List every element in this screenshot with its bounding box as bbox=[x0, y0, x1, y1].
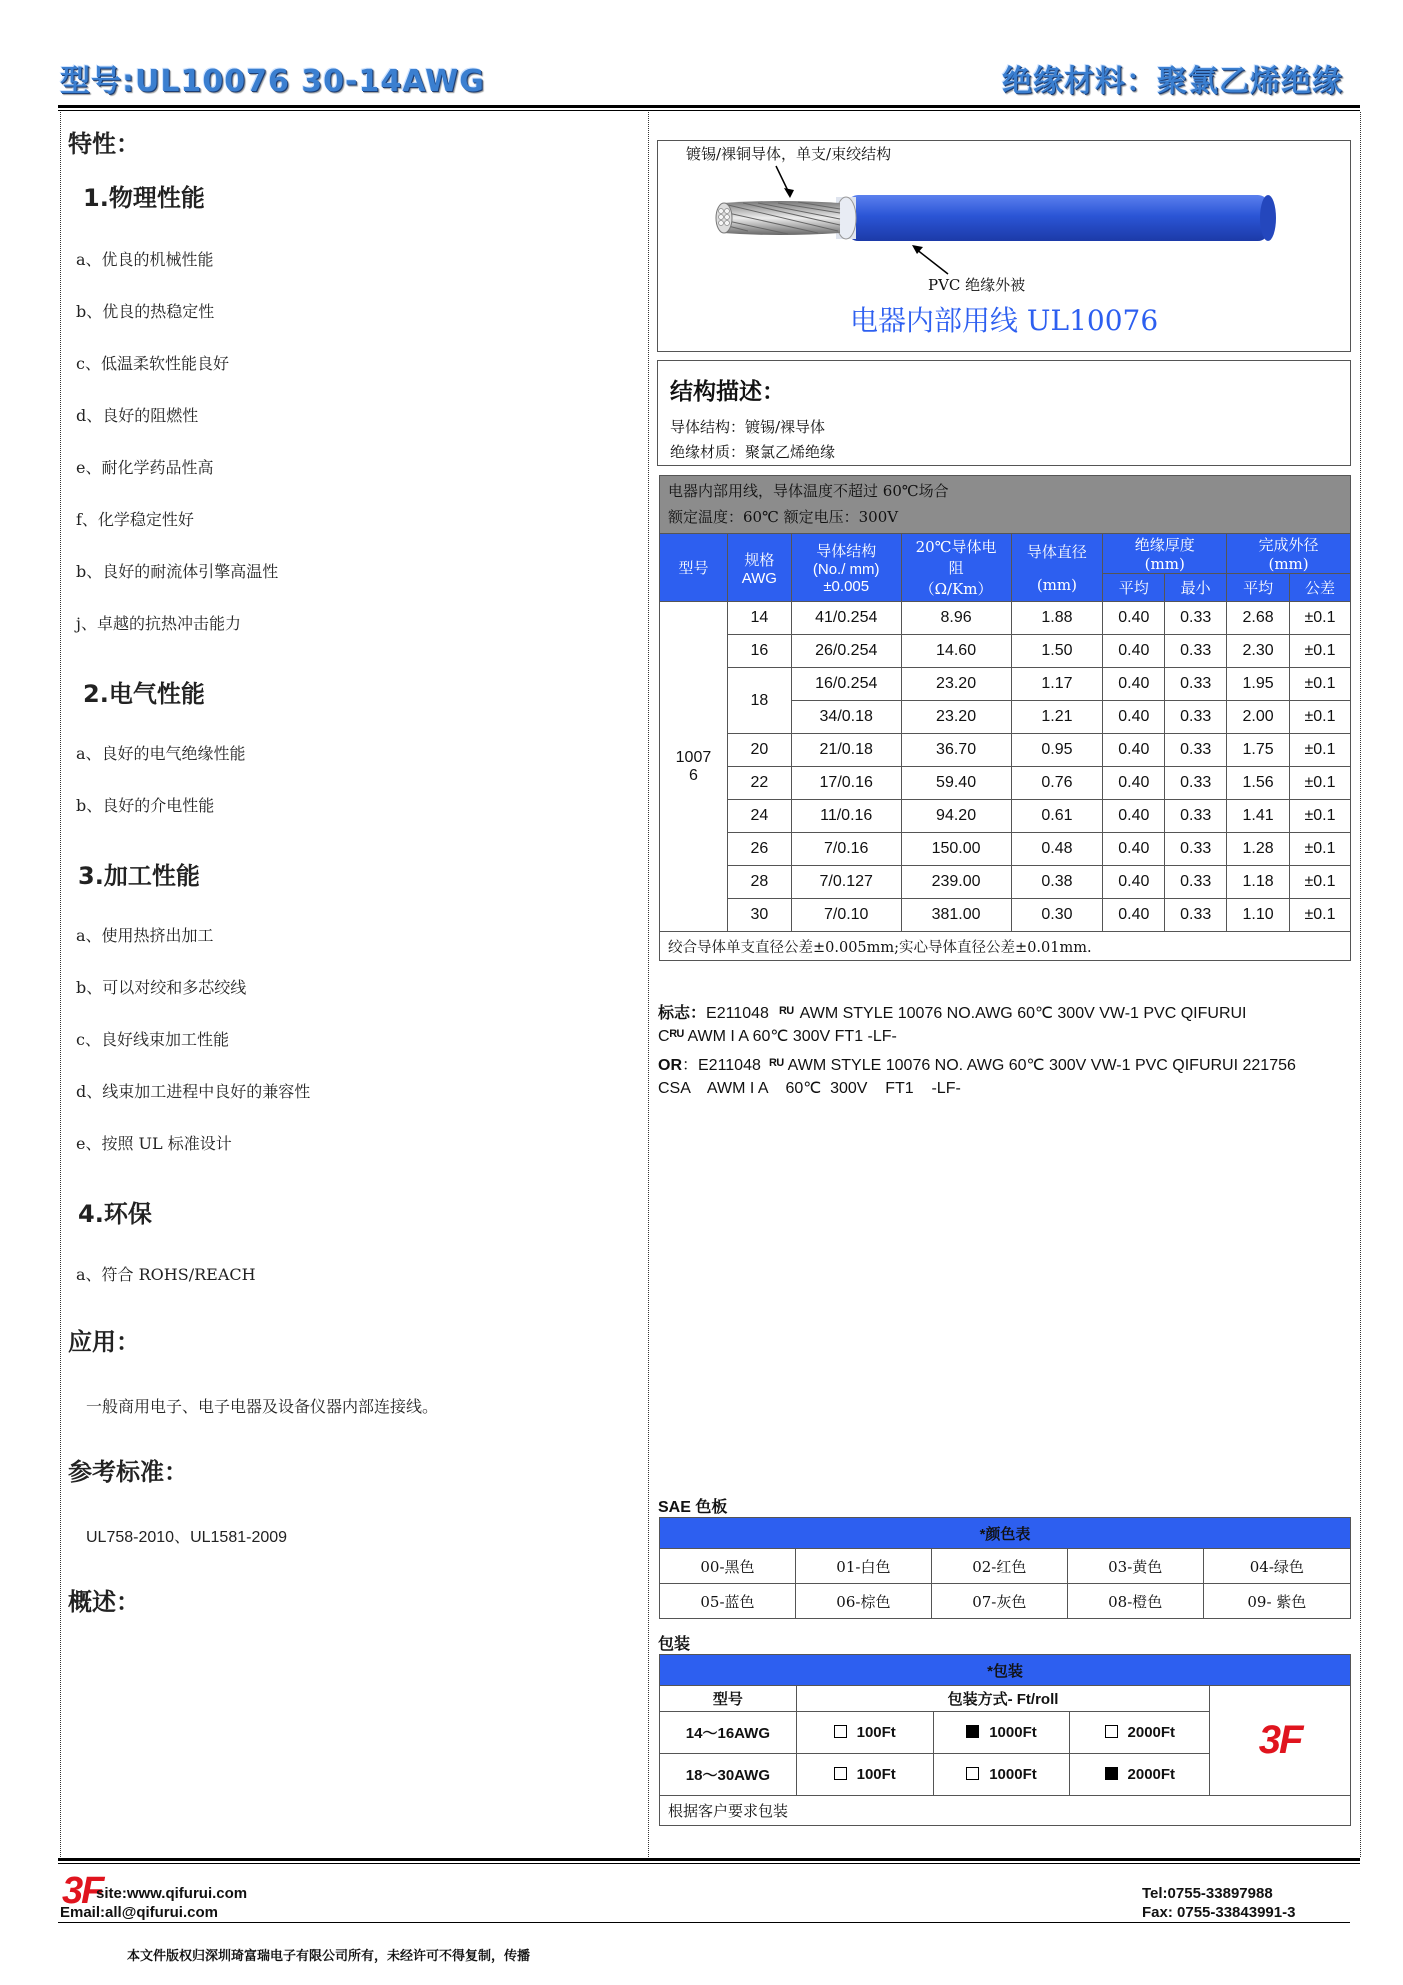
header-res-b: 阻 bbox=[948, 559, 964, 577]
spec-note-box bbox=[659, 475, 1351, 535]
cell-strand: 7/0.10 bbox=[791, 899, 901, 932]
packaging-option[interactable] bbox=[1070, 1712, 1210, 1754]
footer-bottom-rule bbox=[58, 1922, 1350, 1923]
packaging-option[interactable] bbox=[933, 1712, 1070, 1754]
cell-dia: 0.76 bbox=[1011, 767, 1103, 800]
cell-ins-avg: 0.40 bbox=[1103, 899, 1165, 932]
frame-right bbox=[1360, 112, 1361, 1857]
option-label: 2000Ft bbox=[1127, 1724, 1176, 1741]
table-row bbox=[660, 635, 1351, 668]
cell-strand: 26/0.254 bbox=[791, 635, 901, 668]
ul-mark-icon: ᴿᵁ bbox=[779, 1005, 794, 1022]
cell-tol: ±0.1 bbox=[1290, 635, 1351, 668]
header-od-title: 完成外径 bbox=[1258, 536, 1319, 554]
structure-insulation: 绝缘材质：聚氯乙烯绝缘 bbox=[670, 443, 836, 461]
table-row bbox=[660, 833, 1351, 866]
physical-item: f、化学稳定性好 bbox=[76, 510, 194, 529]
footer-logo: 3F bbox=[62, 1870, 103, 1912]
material-title: 绝缘材料：聚氯乙烯绝缘 bbox=[1002, 64, 1343, 99]
structure-title: 结构描述： bbox=[670, 379, 785, 405]
marking-label: 标志： bbox=[658, 1005, 707, 1022]
model-b: 6 bbox=[688, 766, 698, 784]
structure-conductor: 导体结构：镀锡/裸导体 bbox=[670, 418, 826, 436]
cell-awg: 16 bbox=[727, 635, 791, 668]
marking-line-2 bbox=[658, 1026, 897, 1046]
cell-awg: 24 bbox=[727, 800, 791, 833]
color-cell: 04-绿色 bbox=[1203, 1549, 1350, 1584]
color-cell: 05-蓝色 bbox=[660, 1584, 796, 1619]
marking-e-number-2: ：E211048 bbox=[682, 1057, 761, 1074]
features-title: 特性： bbox=[68, 130, 140, 158]
footer-copyright: 本文件版权归深圳琦富瑞电子有限公司所有，未经许可不得复制，传播 bbox=[127, 1949, 531, 1964]
processing-item: e、按照 UL 标准设计 bbox=[76, 1134, 232, 1153]
color-table-title: *颜色表 bbox=[660, 1518, 1351, 1549]
color-cell: 08-橙色 bbox=[1067, 1584, 1203, 1619]
cell-tol: ±0.1 bbox=[1290, 602, 1351, 635]
figure-caption: 电器内部用线 UL10076 bbox=[850, 304, 1159, 337]
packaging-option[interactable] bbox=[933, 1754, 1070, 1796]
processing-item: d、线束加工进程中良好的兼容性 bbox=[76, 1082, 311, 1101]
footer-tel: Tel:0755-33897988 bbox=[1142, 1885, 1273, 1902]
cell-awg: 30 bbox=[727, 899, 791, 932]
cell-od: 1.41 bbox=[1227, 800, 1290, 833]
cell-od: 2.00 bbox=[1227, 701, 1290, 734]
application-title: 应用： bbox=[68, 1328, 140, 1356]
checkbox-icon[interactable] bbox=[834, 1767, 847, 1780]
cell-dia: 0.48 bbox=[1011, 833, 1103, 866]
cell-od: 2.30 bbox=[1227, 635, 1290, 668]
header-od-unit: (mm) bbox=[1268, 555, 1309, 573]
cell-dia: 0.38 bbox=[1011, 866, 1103, 899]
cell-res: 14.60 bbox=[901, 635, 1011, 668]
color-cell: 03-黄色 bbox=[1067, 1549, 1203, 1584]
cell-res: 36.70 bbox=[901, 734, 1011, 767]
processing-item: c、良好线束加工性能 bbox=[76, 1030, 229, 1049]
option-label: 100Ft bbox=[856, 1766, 896, 1783]
cell-ins-min: 0.33 bbox=[1165, 800, 1227, 833]
cell-dia: 1.88 bbox=[1011, 602, 1103, 635]
cell-awg: 14 bbox=[727, 602, 791, 635]
standard-title: 参考标准： bbox=[68, 1458, 188, 1486]
cell-ins-avg: 0.40 bbox=[1103, 866, 1165, 899]
marking-line-1 bbox=[658, 1000, 1247, 1023]
physical-item: c、低温柔软性能良好 bbox=[76, 354, 229, 373]
marking-e-number: E211048 bbox=[706, 1005, 769, 1022]
option-label: 100Ft bbox=[856, 1724, 896, 1741]
cell-ins-min: 0.33 bbox=[1165, 602, 1227, 635]
cell-res: 23.20 bbox=[901, 668, 1011, 701]
cell-res: 150.00 bbox=[901, 833, 1011, 866]
cell-tol: ±0.1 bbox=[1290, 899, 1351, 932]
model-cell bbox=[660, 602, 728, 932]
footer-website[interactable]: site:www.qifurui.com bbox=[96, 1885, 248, 1902]
color-cell: 06-棕色 bbox=[795, 1584, 931, 1619]
cell-ins-avg: 0.40 bbox=[1103, 800, 1165, 833]
cell-dia: 0.61 bbox=[1011, 800, 1103, 833]
cell-dia: 1.50 bbox=[1011, 635, 1103, 668]
processing-item: a、使用热挤出加工 bbox=[76, 926, 214, 945]
table-row bbox=[660, 668, 1351, 701]
marking-text-1: AWM STYLE 10076 NO.AWG 60℃ 300V VW-1 PVC QIFURUI bbox=[799, 1005, 1247, 1022]
cell-ins-min: 0.33 bbox=[1165, 668, 1227, 701]
packaging-table bbox=[659, 1654, 1351, 1826]
physical-item: a、优良的机械性能 bbox=[76, 250, 214, 269]
footer-fax: Fax: 0755-33843991-3 bbox=[1142, 1904, 1296, 1921]
cell-ins-avg: 0.40 bbox=[1103, 668, 1165, 701]
header-insulation bbox=[1103, 534, 1227, 574]
cell-od: 1.95 bbox=[1227, 668, 1290, 701]
physical-item: d、良好的阻燃性 bbox=[76, 406, 199, 425]
table-row bbox=[660, 734, 1351, 767]
header-strand bbox=[791, 534, 901, 602]
wire-figure-box bbox=[657, 140, 1351, 352]
header-res-a: 20℃导体电 bbox=[915, 538, 997, 556]
cell-awg: 26 bbox=[727, 833, 791, 866]
header-od-avg: 平均 bbox=[1227, 574, 1290, 602]
header-strand-tol: ±0.005 bbox=[823, 578, 870, 595]
cell-res: 59.40 bbox=[901, 767, 1011, 800]
cell-tol: ±0.1 bbox=[1290, 668, 1351, 701]
cell-od: 1.10 bbox=[1227, 899, 1290, 932]
cell-strand: 7/0.16 bbox=[791, 833, 901, 866]
header-diameter bbox=[1011, 534, 1103, 602]
header-od-tol: 公差 bbox=[1290, 574, 1351, 602]
cell-strand: 21/0.18 bbox=[791, 734, 901, 767]
conductor-label: 镀锡/裸铜导体，单支/束绞结构 bbox=[686, 145, 892, 163]
header-ins-avg: 平均 bbox=[1103, 574, 1165, 602]
checkbox-checked-icon[interactable] bbox=[966, 1725, 979, 1738]
marking-c: C bbox=[658, 1028, 670, 1045]
packaging-type: 18～30AWG bbox=[660, 1754, 797, 1796]
spec-footnote: 绞合导体单支直径公差±0.005mm;实心导体直径公差±0.01mm. bbox=[660, 932, 1351, 961]
marking-line-3 bbox=[658, 1052, 1296, 1075]
checkbox-icon[interactable] bbox=[966, 1767, 979, 1780]
header-rule bbox=[58, 105, 1360, 108]
marking-or: OR bbox=[658, 1057, 682, 1074]
cell-awg: 20 bbox=[727, 734, 791, 767]
header-awg-cn: 规格 bbox=[744, 550, 775, 569]
header-strand-unit: (No./ mm) bbox=[812, 561, 880, 578]
cell-ins-avg: 0.40 bbox=[1103, 734, 1165, 767]
table-row bbox=[660, 866, 1351, 899]
ul-mark-icon: ᴿᵁ bbox=[769, 1057, 784, 1074]
model-title: 型号:UL10076 30-14AWG bbox=[60, 64, 485, 99]
cell-ins-min: 0.33 bbox=[1165, 734, 1227, 767]
packaging-option[interactable] bbox=[1070, 1754, 1210, 1796]
cell-ins-avg: 0.40 bbox=[1103, 701, 1165, 734]
cell-od: 1.75 bbox=[1227, 734, 1290, 767]
cell-strand: 11/0.16 bbox=[791, 800, 901, 833]
cell-dia: 1.21 bbox=[1011, 701, 1103, 734]
cell-awg: 18 bbox=[727, 668, 791, 734]
option-label: 1000Ft bbox=[989, 1724, 1037, 1741]
overview-title: 概述： bbox=[68, 1588, 140, 1616]
packaging-note: 根据客户要求包装 bbox=[660, 1796, 1351, 1826]
marking-text-3: AWM STYLE 10076 NO. AWG 60℃ 300V VW-1 PVC QIFURUI 221756 bbox=[787, 1057, 1296, 1074]
footer-rule bbox=[58, 1858, 1360, 1861]
cell-strand: 7/0.127 bbox=[791, 866, 901, 899]
physical-item: j、卓越的抗热冲击能力 bbox=[76, 614, 241, 633]
section-title-environment: 4.环保 bbox=[78, 1200, 152, 1228]
header-ins: 绝缘厚度 bbox=[1134, 536, 1195, 554]
packaging-type: 14～16AWG bbox=[660, 1712, 797, 1754]
header-strand-cn: 导体结构 bbox=[816, 542, 877, 560]
cell-strand: 16/0.254 bbox=[791, 668, 901, 701]
jacket-label: PVC 绝缘外被 bbox=[928, 276, 1026, 294]
cell-ins-min: 0.33 bbox=[1165, 701, 1227, 734]
cell-dia: 0.95 bbox=[1011, 734, 1103, 767]
frame-left bbox=[60, 112, 61, 1857]
brand-logo: 3F bbox=[1258, 1718, 1302, 1762]
spec-note-1: 电器内部用线，导体温度不超过 60℃场合 bbox=[668, 482, 949, 500]
header-dia-unit: (mm) bbox=[1036, 576, 1077, 594]
electrical-item: a、良好的电气绝缘性能 bbox=[76, 744, 246, 763]
cell-res: 94.20 bbox=[901, 800, 1011, 833]
cell-od: 1.56 bbox=[1227, 767, 1290, 800]
packaging-logo bbox=[1210, 1686, 1351, 1796]
footer-email[interactable]: Email:all@qifurui.com bbox=[60, 1904, 218, 1921]
cell-ins-avg: 0.40 bbox=[1103, 833, 1165, 866]
cell-res: 8.96 bbox=[901, 602, 1011, 635]
electrical-item: b、良好的介电性能 bbox=[76, 796, 215, 815]
cell-strand: 17/0.16 bbox=[791, 767, 901, 800]
header-res-unit: （Ω/Km） bbox=[919, 580, 993, 598]
cell-ins-min: 0.33 bbox=[1165, 899, 1227, 932]
cell-od: 2.68 bbox=[1227, 602, 1290, 635]
packaging-option[interactable] bbox=[796, 1712, 933, 1754]
cell-awg: 28 bbox=[727, 866, 791, 899]
header-type: 型号 bbox=[660, 534, 728, 602]
model-a: 1007 bbox=[675, 748, 712, 766]
option-label: 2000Ft bbox=[1127, 1766, 1176, 1783]
table-row bbox=[660, 767, 1351, 800]
header-rule-thin bbox=[58, 110, 1360, 111]
structure-box bbox=[657, 360, 1351, 466]
packaging-option[interactable] bbox=[796, 1754, 933, 1796]
environment-item: a、符合 ROHS/REACH bbox=[76, 1265, 256, 1284]
header-ins-unit: (mm) bbox=[1144, 555, 1185, 573]
cell-ins-min: 0.33 bbox=[1165, 767, 1227, 800]
table-row bbox=[660, 899, 1351, 932]
cell-ins-avg: 0.40 bbox=[1103, 635, 1165, 668]
option-label: 1000Ft bbox=[989, 1766, 1037, 1783]
checkbox-checked-icon[interactable] bbox=[1105, 1767, 1118, 1780]
cell-dia: 1.17 bbox=[1011, 668, 1103, 701]
cell-dia: 0.30 bbox=[1011, 899, 1103, 932]
cell-ins-min: 0.33 bbox=[1165, 866, 1227, 899]
cell-tol: ±0.1 bbox=[1290, 833, 1351, 866]
application-text: 一般商用电子、电子电器及设备仪器内部连接线。 bbox=[86, 1397, 439, 1416]
packaging-col-method: 包装方式- Ft/roll bbox=[796, 1686, 1209, 1712]
marking-text-2: AWM I A 60℃ 300V FT1 -LF- bbox=[687, 1028, 897, 1045]
physical-item: b、良好的耐流体引擎高温性 bbox=[76, 562, 279, 581]
cell-tol: ±0.1 bbox=[1290, 800, 1351, 833]
cell-tol: ±0.1 bbox=[1290, 866, 1351, 899]
header-dia: 导体直径 bbox=[1026, 543, 1087, 561]
cell-tol: ±0.1 bbox=[1290, 701, 1351, 734]
cell-od: 1.18 bbox=[1227, 866, 1290, 899]
color-cell: 07-灰色 bbox=[931, 1584, 1067, 1619]
packaging-table-title: *包装 bbox=[660, 1655, 1351, 1686]
cell-od: 1.28 bbox=[1227, 833, 1290, 866]
section-title-electrical: 2.电气性能 bbox=[83, 680, 205, 708]
ul-mark-icon: ᴿᵁ bbox=[669, 1028, 684, 1045]
cell-strand: 41/0.254 bbox=[791, 602, 901, 635]
table-row bbox=[660, 800, 1351, 833]
color-cell: 09- 紫色 bbox=[1203, 1584, 1350, 1619]
header-awg-en: AWG bbox=[741, 569, 777, 587]
packaging-title: 包装 bbox=[658, 1636, 691, 1653]
table-row bbox=[660, 602, 1351, 635]
color-cell: 02-红色 bbox=[931, 1549, 1067, 1584]
checkbox-icon[interactable] bbox=[1105, 1725, 1118, 1738]
footer-rule-thin bbox=[58, 1863, 1360, 1864]
color-table bbox=[659, 1517, 1351, 1619]
physical-item: e、耐化学药品性高 bbox=[76, 458, 214, 477]
cell-tol: ±0.1 bbox=[1290, 767, 1351, 800]
header-awg bbox=[727, 534, 791, 602]
packaging-col-type: 型号 bbox=[660, 1686, 797, 1712]
header-ins-min: 最小 bbox=[1165, 574, 1227, 602]
header-resistance bbox=[901, 534, 1011, 602]
spec-note-2: 额定温度：60℃ 额定电压：300V bbox=[668, 508, 899, 526]
cell-ins-avg: 0.40 bbox=[1103, 767, 1165, 800]
physical-item: b、优良的热稳定性 bbox=[76, 302, 215, 321]
section-title-physical: 1.物理性能 bbox=[83, 184, 205, 212]
cell-strand: 34/0.18 bbox=[791, 701, 901, 734]
frame-middle bbox=[648, 112, 649, 1857]
cell-res: 239.00 bbox=[901, 866, 1011, 899]
color-cell: 00-黑色 bbox=[660, 1549, 796, 1584]
cell-ins-avg: 0.40 bbox=[1103, 602, 1165, 635]
sae-title: SAE 色板 bbox=[658, 1499, 728, 1516]
marking-line-4: CSA AWM I A 60℃ 300V FT1 -LF- bbox=[658, 1080, 961, 1097]
cell-res: 23.20 bbox=[901, 701, 1011, 734]
color-cell: 01-白色 bbox=[795, 1549, 931, 1584]
checkbox-icon[interactable] bbox=[834, 1725, 847, 1738]
cell-tol: ±0.1 bbox=[1290, 734, 1351, 767]
cell-ins-min: 0.33 bbox=[1165, 833, 1227, 866]
processing-item: b、可以对绞和多芯绞线 bbox=[76, 978, 247, 997]
spec-table bbox=[659, 533, 1351, 961]
cell-awg: 22 bbox=[727, 767, 791, 800]
cell-res: 381.00 bbox=[901, 899, 1011, 932]
standard-text: UL758-2010、UL1581-2009 bbox=[86, 1529, 288, 1546]
header-od bbox=[1227, 534, 1351, 574]
section-title-processing: 3.加工性能 bbox=[78, 862, 200, 890]
cell-ins-min: 0.33 bbox=[1165, 635, 1227, 668]
